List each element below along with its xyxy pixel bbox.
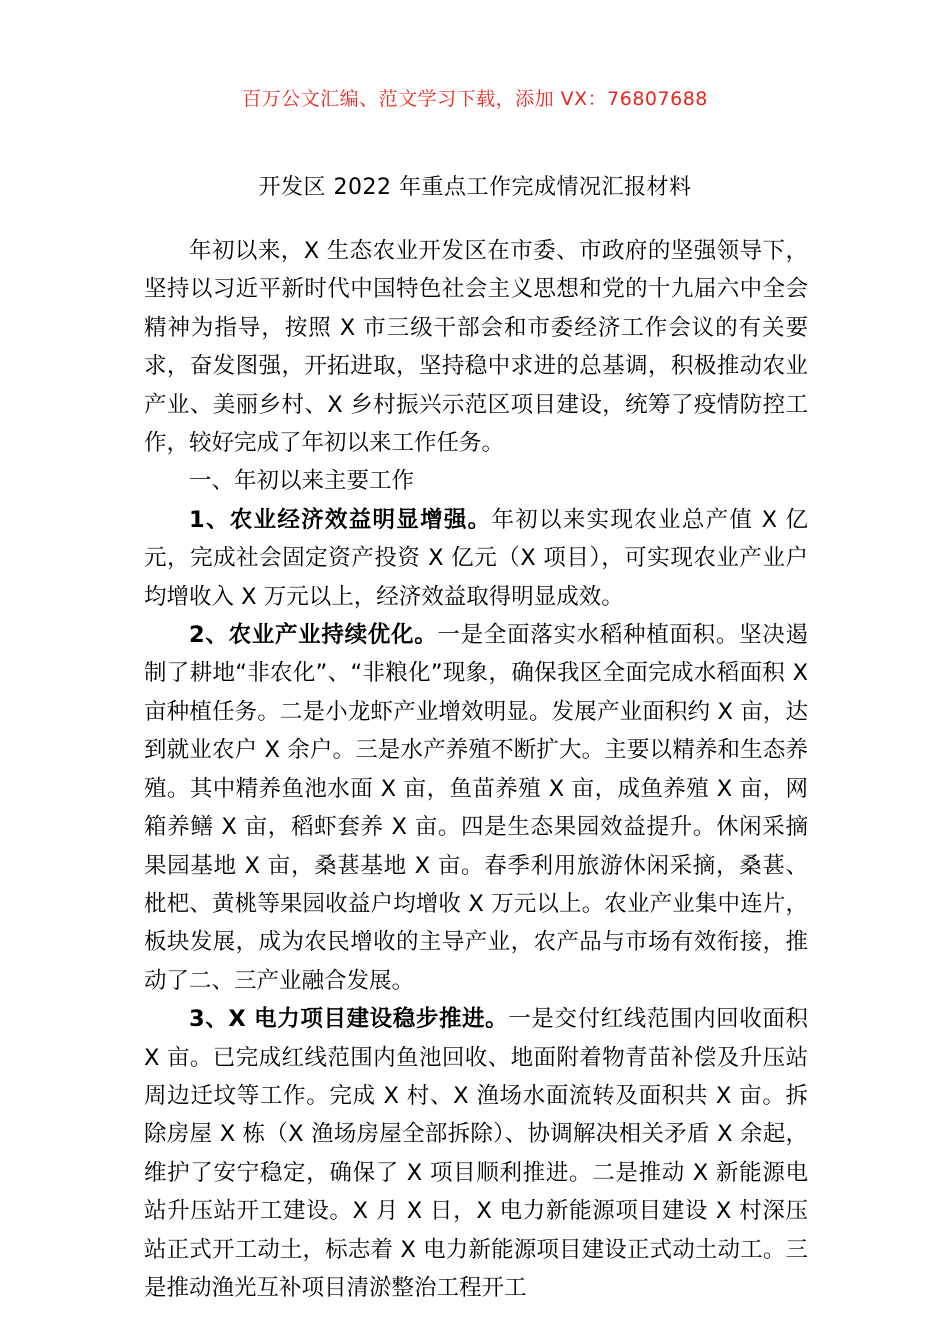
section-heading: 一、年初以来主要工作 bbox=[189, 468, 415, 495]
item-paragraph-2 bbox=[144, 616, 808, 1000]
item-text: 年初以来实现农业总产值 X 亿元，完成社会固定资产投资 X 亿元（X 项目），可实现农业产业户均增收入 X 万元以上，经济效益取得明显成效。 bbox=[144, 506, 808, 610]
header-note: 百万公文汇编、范文学习下载，添加 VX：76807688 bbox=[242, 88, 708, 110]
item-paragraph-3 bbox=[144, 1000, 808, 1307]
document-title: 开发区 2022 年重点工作完成情况汇报材料 bbox=[258, 175, 692, 200]
item-text: 一是交付红线范围内回收面积 X 亩。已完成红线范围内鱼池回收、地面附着物青苗补偿及升压站周边迁坟等工作。完成 X 村、X 渔场水面流转及面积共 X 亩。拆除房屋 X 栋（X 渔场房屋全部拆除）、协调解决相关矛盾 X 余起，维护了安宁稳定，确保了 X 项目顺利推进。二是推动 X 新能源电站升压站开工建设。X 月 X 日，X 电力新能源项目建设 X 村深压站正式开工动土，标志着 X 电力新能源项目建设正式动土动工。三是推动渔光互补项目清淤整治工程开工 bbox=[144, 1006, 808, 1301]
item-text: 一是全面落实水稻种植面积。坚决遏制了耕地“非农化”、“非粮化”现象，确保我区全面完成水稻面积 X 亩种植任务。二是小龙虾产业增效明显。发展产业面积约 X 亩，达到就业农户 X 余户。三是水产养殖不断扩大。主要以精养和生态养殖。其中精养鱼池水面 X 亩，鱼苗养殖 X 亩，成鱼养殖 X 亩，网箱养鳝 X 亩，稻虾套养 X 亩。四是生态果园效益提升。休闲采摘果园基地 X 亩，桑葚基地 X 亩。春季利用旅游休闲采摘，桑葚、枇杷、黄桃等果园收益户均增收 X 万元以上。农业产业集中连片，板块发展，成为农民增收的主导产业，农产品与市场有效衔接，推动了二、三产业融合发展。 bbox=[144, 622, 808, 994]
item-title: 1、农业经济效益明显增强。 bbox=[189, 506, 492, 533]
item-title: 2、农业产业持续优化。 bbox=[189, 622, 438, 649]
item-title: 3、X 电力项目建设稳步推进。 bbox=[189, 1006, 509, 1033]
item-paragraph-1 bbox=[144, 501, 808, 616]
intro-paragraph: 年初以来，X 生态农业开发区在市委、市政府的坚强领导下，坚持以习近平新时代中国特色社会主义思想和党的十九届六中全会精神为指导，按照 X 市三级干部会和市委经济工作会议的有关要求，奋发图强，开拓进取，坚持稳中求进的总基调，积极推动农业产业、美丽乡村、X 乡村振兴示范区项目建设，统筹了疫情防控工作，较好完成了年初以来工作任务。 bbox=[144, 238, 808, 457]
document-body bbox=[144, 232, 808, 1307]
